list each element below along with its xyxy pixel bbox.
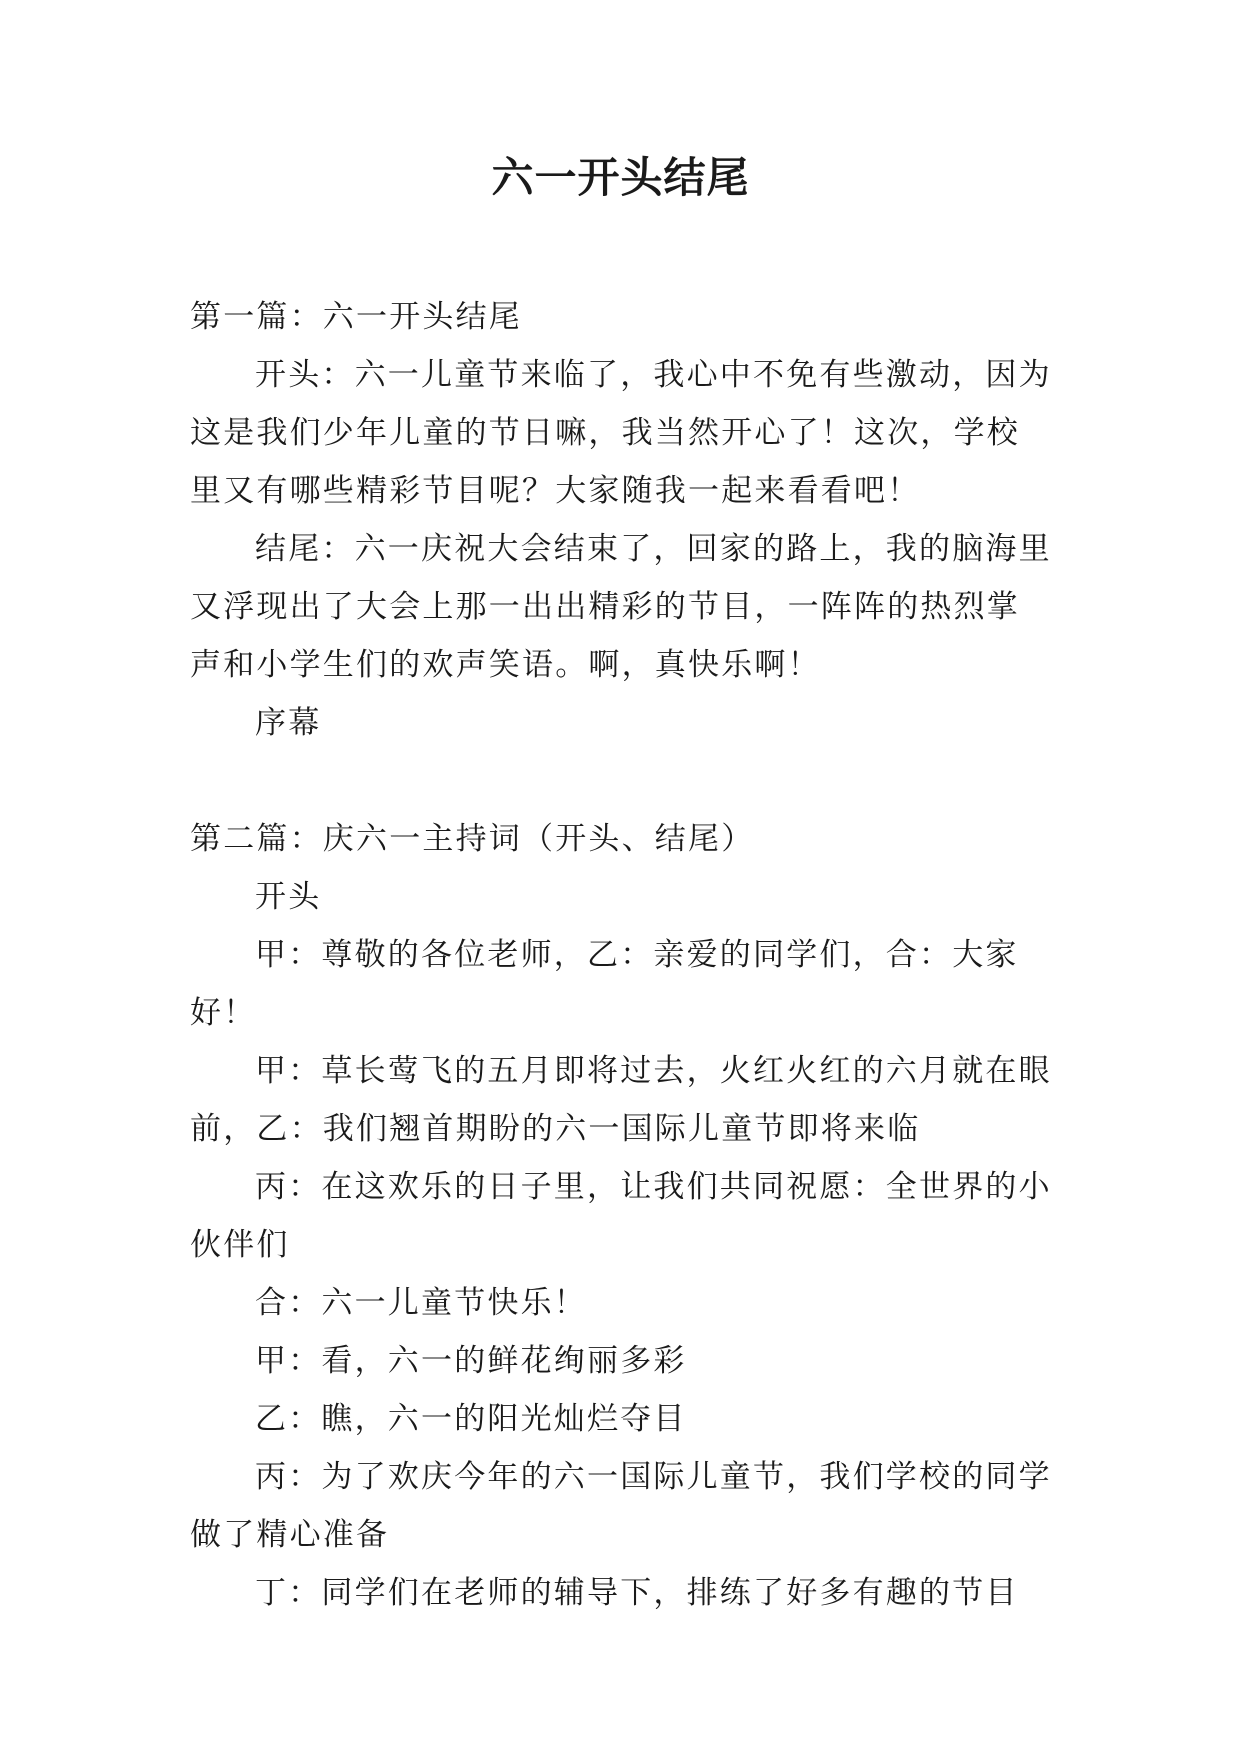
- section-1-paragraph: 序幕: [255, 705, 322, 741]
- section-2-paragraph: 甲：尊敬的各位老师，乙：亲爱的同学们，合：大家好！: [190, 937, 1019, 1031]
- document-body: [190, 288, 1052, 1622]
- section-2-paragraph: 开头: [255, 879, 322, 915]
- section-1-paragraph: 开头：六一儿童节来临了，我心中不免有些激动，因为这是我们少年儿童的节日嘛，我当然开心了！这次，学校里又有哪些精彩节目呢？大家随我一起来看看吧！: [190, 357, 1052, 509]
- section-2-paragraph: 甲：草长莺飞的五月即将过去，火红火红的六月就在眼前，乙：我们翘首期盼的六一国际儿童节即将来临: [190, 1053, 1052, 1147]
- section-2-heading: 第二篇：庆六一主持词（开头、结尾）: [190, 821, 755, 857]
- section-spacer: [190, 752, 1052, 810]
- section-1-paragraph: 结尾：六一庆祝大会结束了，回家的路上，我的脑海里又浮现出了大会上那一出出精彩的节目，一阵阵的热烈掌声和小学生们的欢声笑语。啊，真快乐啊！: [190, 531, 1052, 683]
- section-2-paragraph: 丁：同学们在老师的辅导下，排练了好多有趣的节目: [255, 1575, 1019, 1611]
- section-2-paragraph: 乙：瞧，六一的阳光灿烂夺目: [255, 1401, 687, 1437]
- section-2-paragraph: 丙：为了欢庆今年的六一国际儿童节，我们学校的同学做了精心准备: [190, 1459, 1052, 1553]
- section-1-heading: 第一篇：六一开头结尾: [190, 299, 522, 335]
- section-2-paragraph: 合：六一儿童节快乐！: [255, 1285, 587, 1321]
- document-title: 六一开头结尾: [491, 153, 750, 202]
- section-2-paragraph: 甲：看，六一的鲜花绚丽多彩: [255, 1343, 687, 1379]
- section-2-paragraph: 丙：在这欢乐的日子里，让我们共同祝愿：全世界的小伙伴们: [190, 1169, 1052, 1263]
